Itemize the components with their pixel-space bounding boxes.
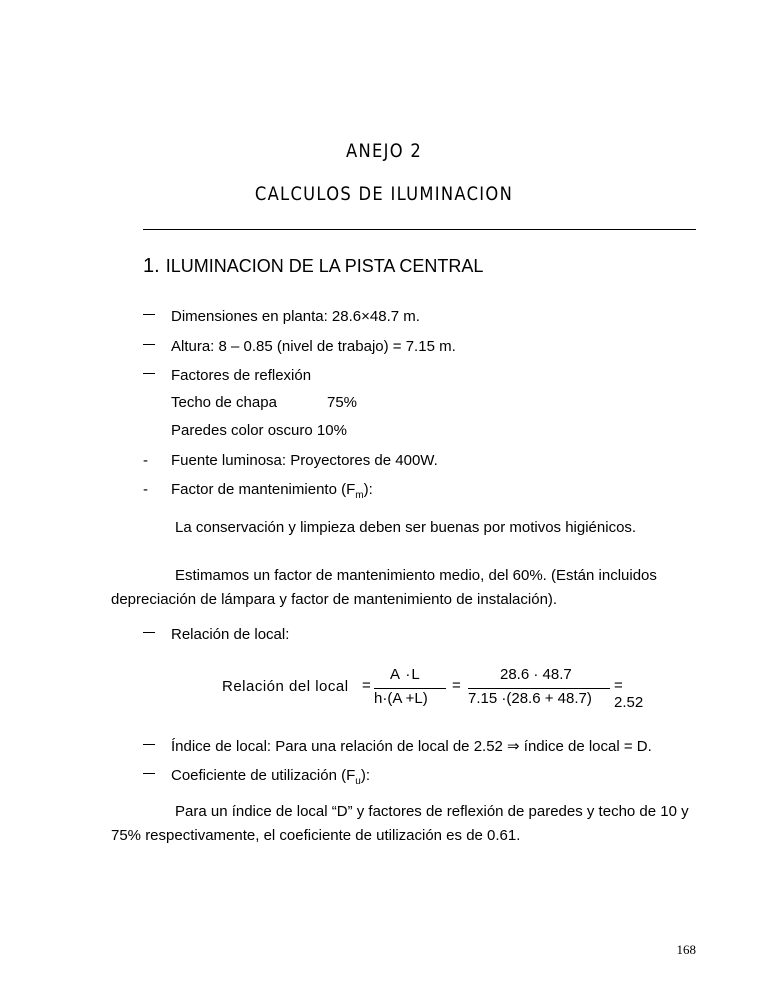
formula-label: Relación del local (222, 678, 349, 695)
horizontal-rule (143, 229, 696, 230)
section-number: 1. (143, 255, 160, 277)
dash-bullet-icon (143, 744, 155, 745)
list-item-maintenance: - Factor de mantenimiento $(F_m)$: (143, 481, 373, 501)
hyphen-bullet: - (143, 481, 148, 498)
formula-denominator-2: 7.15 ·(28.6 + 48.7) (468, 690, 592, 707)
list-item-reflection: Factores de reflexión (143, 367, 311, 385)
dash-bullet-icon (143, 344, 155, 345)
formula-equals-1: = (362, 677, 371, 694)
list-item-dimensions: Dimensiones en planta: 28.6×48.7 m. (143, 308, 420, 326)
annex-label: ANEJO 2 (345, 140, 423, 162)
formula-result: = 2.52 (614, 677, 644, 711)
hyphen-bullet: - (143, 452, 148, 469)
dash-bullet-icon (143, 373, 155, 374)
ceiling-row (171, 394, 358, 411)
paragraph-utilization: Para un índice de local “D” y factores de reflexión de paredes y techo de 10 y 75% respectivamente, el coeficiente de utilización es de 0.61. (111, 803, 689, 844)
walls-value: 10% (316, 422, 347, 439)
formula-denominator-1: h·(A +L) (374, 690, 428, 707)
room-relation-formula (222, 668, 642, 712)
section-heading (143, 255, 483, 278)
ceiling-value: 75% (327, 394, 358, 411)
list-item-utilization: Coeficiente de utilización $(F_u)$: (143, 767, 370, 791)
page-number: 168 (676, 942, 696, 957)
dash-bullet-icon (143, 773, 155, 774)
paragraph-conservation: La conservación y limpieza deben ser buenas por motivos higiénicos. (175, 519, 637, 536)
formula-numerator-2: 28.6 · 48.7 (500, 666, 572, 683)
walls-row (171, 422, 347, 439)
list-item-source: - Fuente luminosa: Proyectores de 400W. (143, 452, 438, 469)
fraction-bar-2 (468, 688, 610, 689)
fraction-bar-1 (374, 688, 446, 689)
section-title: ILUMINACION DE LA PISTA CENTRAL (165, 256, 484, 276)
annex-title: CALCULOS DE ILUMINACION (254, 183, 514, 205)
dash-bullet-icon (143, 314, 155, 315)
list-item-room-relation: Relación de local: (143, 626, 289, 644)
ceiling-label: Techo de chapa (171, 394, 277, 411)
walls-label: Paredes color oscuro (171, 422, 313, 439)
formula-numerator-1: A ·L (390, 666, 421, 683)
dash-bullet-icon (143, 632, 155, 633)
list-item-room-index: Índice de local: Para una relación de local de 2.52 ⇒ índice de local = D. (143, 738, 652, 756)
list-item-height: Altura: 8 – 0.85 (nivel de trabajo) = 7.15 m. (143, 338, 456, 356)
formula-equals-2: = (452, 677, 461, 694)
paragraph-estimate: Estimamos un factor de mantenimiento medio, del 60%. (Están incluidos depreciación de lámpara y factor de mantenimiento de instalación). (111, 567, 657, 608)
